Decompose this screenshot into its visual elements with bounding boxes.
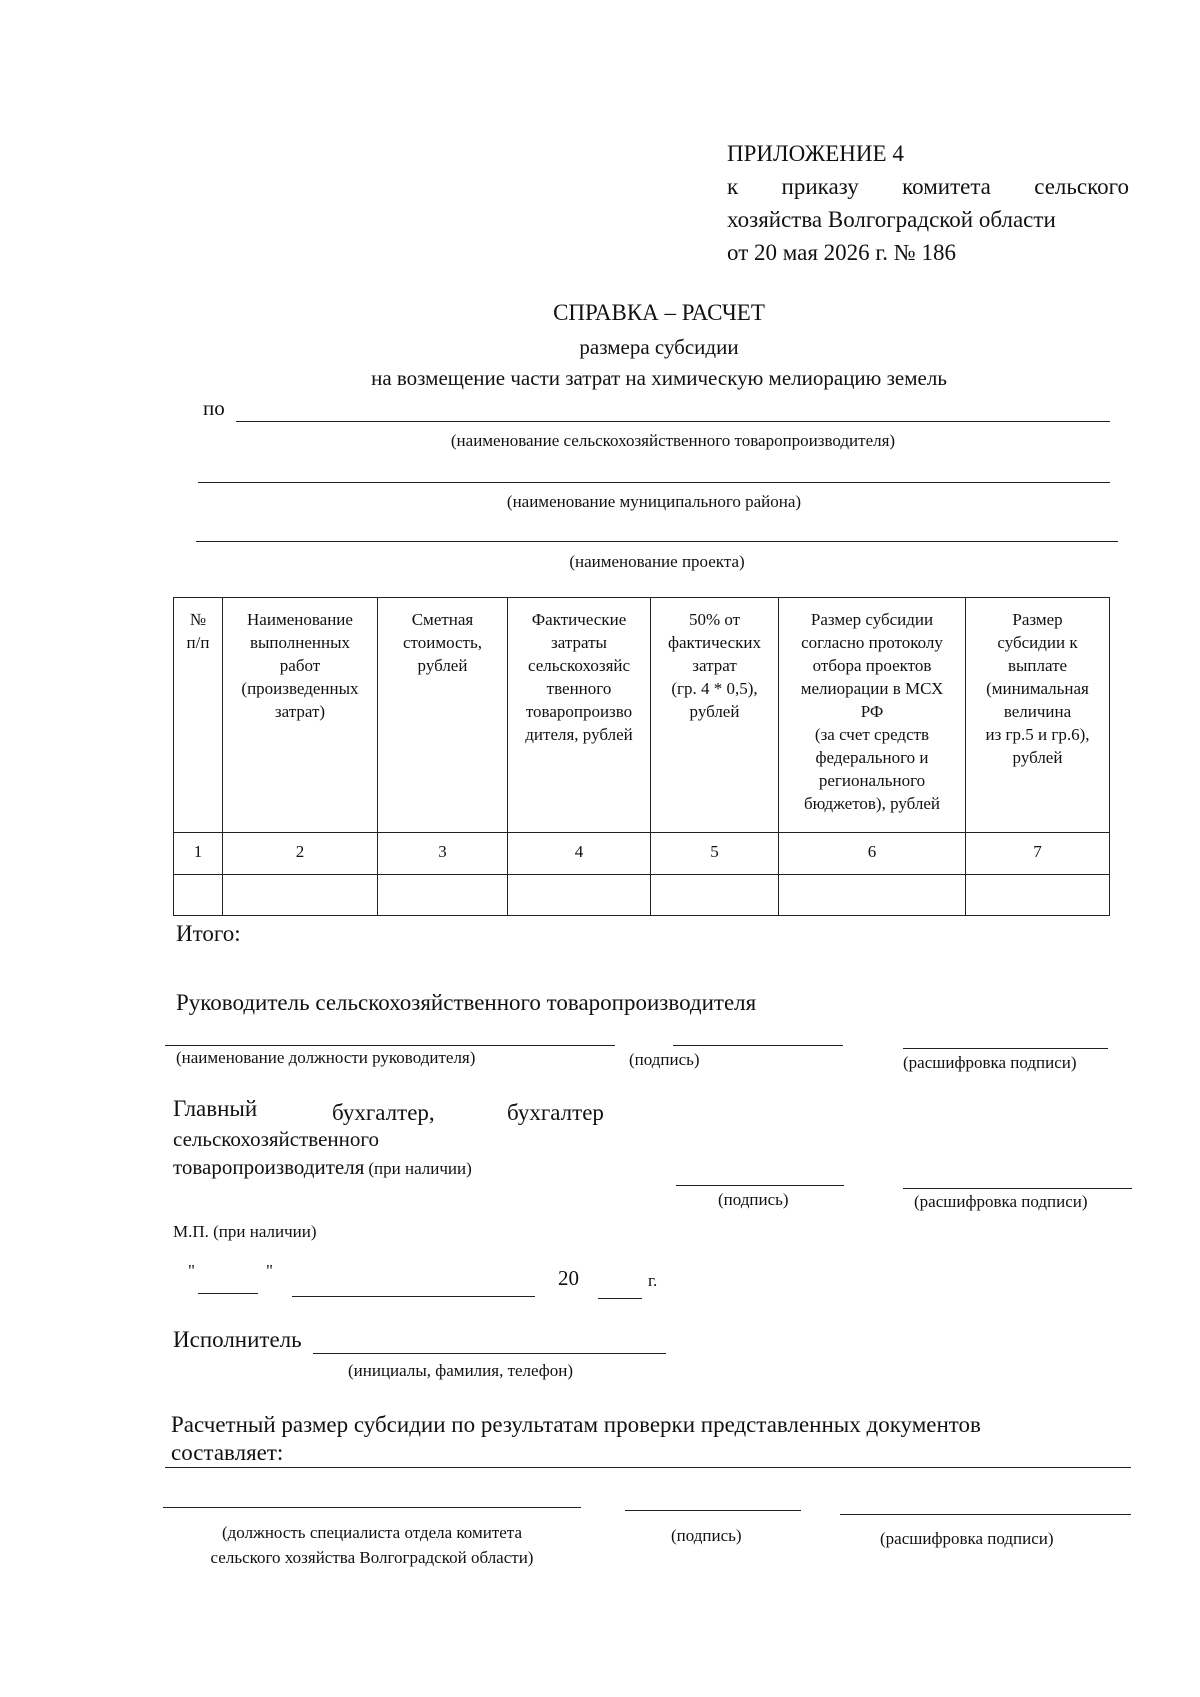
result-line-1: Расчетный размер субсидии по результатам проверки представленных документов	[171, 1412, 981, 1437]
col-header-estimate: Сметная стоимость, рублей	[378, 598, 508, 833]
specialist-position-line[interactable]	[163, 1507, 581, 1508]
date-quote-open: "	[188, 1261, 195, 1280]
subsidy-table	[173, 597, 1110, 916]
table-cell[interactable]	[966, 875, 1110, 916]
col-number: 1	[174, 833, 223, 875]
stamp-label: М.П. (при наличии)	[173, 1222, 317, 1241]
accountant-line-2: сельскохозяйственного	[173, 1127, 379, 1151]
appendix-block	[727, 137, 1129, 269]
col-header-num: № п/п	[174, 598, 223, 833]
table-cell[interactable]	[378, 875, 508, 916]
result-line-2: составляет:	[171, 1440, 284, 1465]
project-caption: (наименование проекта)	[569, 552, 745, 571]
date-day-line[interactable]	[198, 1293, 258, 1294]
table-cell[interactable]	[779, 875, 966, 916]
appendix-line-3: от 20 мая 2026 г. № 186	[727, 240, 956, 265]
col-number: 6	[779, 833, 966, 875]
district-name-line[interactable]	[198, 482, 1110, 483]
date-month-line[interactable]	[292, 1296, 535, 1297]
executor-caption: (инициалы, фамилия, телефон)	[348, 1361, 574, 1380]
col-number: 7	[966, 833, 1110, 875]
table-cell[interactable]	[223, 875, 378, 916]
head-decode-caption: (расшифровка подписи)	[903, 1053, 1077, 1072]
head-signature-caption: (подпись)	[629, 1050, 700, 1069]
specialist-decode-caption: (расшифровка подписи)	[880, 1529, 1054, 1548]
table-number-row	[174, 833, 1110, 875]
head-position-line[interactable]	[165, 1045, 615, 1046]
doc-title: СПРАВКА – РАСЧЕТ	[553, 300, 765, 325]
accountant-word-3: бухгалтер	[507, 1100, 604, 1125]
appendix-word: комитета	[902, 174, 991, 199]
executor-line[interactable]	[313, 1353, 666, 1354]
col-header-works: Наименование выполненных работ (произведенных затрат)	[223, 598, 378, 833]
col-number: 2	[223, 833, 378, 875]
accountant-decode-line[interactable]	[903, 1188, 1132, 1189]
appendix-line-2: хозяйства Волгоградской области	[727, 207, 1056, 232]
table-header-row	[174, 598, 1110, 833]
appendix-title: ПРИЛОЖЕНИЕ 4	[727, 141, 904, 166]
table-cell[interactable]	[651, 875, 779, 916]
date-year-suffix: г.	[648, 1271, 658, 1290]
date-year-prefix: 20	[558, 1266, 579, 1290]
col-header-protocol-subsidy: Размер субсидии согласно протоколу отбора проектов мелиорации в МСХ РФ (за счет средств федерального и регионального бюджетов), рублей	[779, 598, 966, 833]
accountant-line-3-main: товаропроизводителя	[173, 1155, 365, 1179]
col-header-actual-costs: Фактические затраты сельскохозяйс твенного товаропроизво дителя, рублей	[508, 598, 651, 833]
accountant-signature-line[interactable]	[676, 1185, 844, 1186]
total-label: Итого:	[176, 921, 241, 946]
col-number: 4	[508, 833, 651, 875]
head-label: Руководитель сельскохозяйственного товаропроизводителя	[176, 990, 757, 1015]
appendix-line-1	[727, 170, 1129, 203]
specialist-signature-caption: (подпись)	[671, 1526, 742, 1545]
doc-subtitle-2: на возмещение части затрат на химическую мелиорацию земель	[371, 366, 947, 390]
accountant-word-2: бухгалтер,	[332, 1100, 435, 1125]
specialist-position-caption-2: сельского хозяйства Волгоградской области)	[210, 1548, 534, 1567]
appendix-word: к	[727, 174, 739, 199]
head-signature-line[interactable]	[673, 1045, 843, 1046]
accountant-line-3	[173, 1155, 472, 1180]
date-quote-close: "	[266, 1261, 273, 1280]
table-row	[174, 875, 1110, 916]
col-header-payout: Размер субсидии к выплате (минимальная величина из гр.5 и гр.6), рублей	[966, 598, 1110, 833]
date-year-line[interactable]	[598, 1298, 642, 1299]
district-caption: (наименование муниципального района)	[506, 492, 802, 511]
accountant-line-3-note: (при наличии)	[368, 1159, 472, 1178]
table-cell[interactable]	[508, 875, 651, 916]
project-name-line[interactable]	[196, 541, 1118, 542]
appendix-word: приказу	[781, 174, 859, 199]
accountant-decode-caption: (расшифровка подписи)	[914, 1192, 1088, 1211]
producer-name-line[interactable]	[236, 421, 1110, 422]
result-amount-line[interactable]	[165, 1467, 1131, 1468]
head-position-caption: (наименование должности руководителя)	[176, 1048, 476, 1067]
specialist-signature-line[interactable]	[625, 1510, 801, 1511]
po-label: по	[203, 396, 225, 420]
specialist-decode-line[interactable]	[840, 1514, 1131, 1515]
accountant-word-1: Главный	[173, 1096, 258, 1121]
appendix-word: сельского	[1034, 174, 1129, 199]
specialist-position-caption-1: (должность специалиста отдела комитета	[222, 1523, 522, 1542]
table-cell[interactable]	[174, 875, 223, 916]
doc-subtitle-1: размера субсидии	[579, 335, 739, 359]
col-number: 3	[378, 833, 508, 875]
executor-label: Исполнитель	[173, 1327, 302, 1352]
producer-caption: (наименование сельскохозяйственного товаропроизводителя)	[450, 431, 896, 450]
col-number: 5	[651, 833, 779, 875]
head-decode-line[interactable]	[903, 1048, 1108, 1049]
accountant-signature-caption: (подпись)	[718, 1190, 789, 1209]
col-header-fifty-percent: 50% от фактических затрат (гр. 4 * 0,5), рублей	[651, 598, 779, 833]
